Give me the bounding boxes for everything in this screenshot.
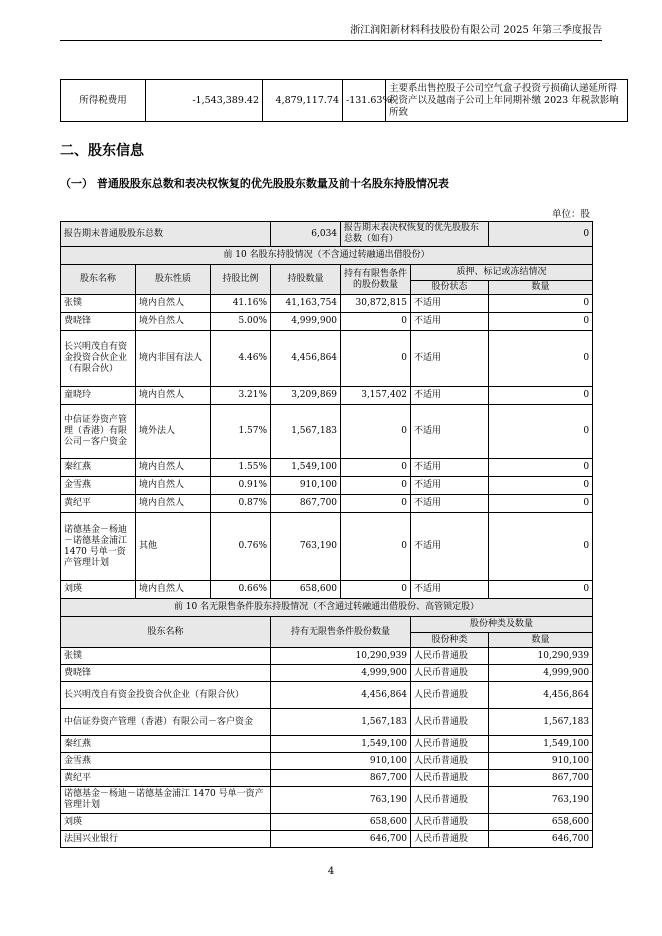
share-status: 不适用 — [411, 331, 489, 387]
unrestricted-qty: 10,290,939 — [271, 648, 411, 665]
shareholder-name: 长兴明茂自有资金投资合伙企业（有限合伙） — [61, 682, 271, 709]
shareholding-qty: 1,549,100 — [271, 459, 341, 477]
table-row — [61, 787, 593, 814]
pledge-count: 0 — [489, 459, 593, 477]
pledge-count: 0 — [489, 513, 593, 581]
table-row — [61, 313, 593, 331]
pledge-count: 0 — [489, 313, 593, 331]
share-kind: 人民币普通股 — [411, 736, 489, 753]
shareholder-type: 境内自然人 — [136, 459, 211, 477]
share-count: 10,290,939 — [489, 648, 593, 665]
header-pledge: 质押、标记或冻结情况 — [411, 265, 593, 281]
tax-reason: 主要系出售控股子公司空气盒子投资亏损确认递延所得税资产以及越南子公司上年同期补缴 2023 年税款影响所致 — [386, 80, 628, 122]
share-status: 不适用 — [411, 495, 489, 513]
shareholding-ratio: 41.16% — [211, 295, 271, 313]
share-kind: 人民币普通股 — [411, 682, 489, 709]
table-row — [61, 459, 593, 477]
shareholding-ratio: 0.66% — [211, 581, 271, 599]
unrestricted-qty: 1,567,183 — [271, 709, 411, 736]
top10-header-row — [61, 265, 593, 281]
shareholder-type: 境内自然人 — [136, 387, 211, 405]
shareholder-type: 境外自然人 — [136, 313, 211, 331]
section-title: 二、股东信息 — [60, 143, 144, 159]
share-count: 646,700 — [489, 831, 593, 848]
shareholder-name: 金雪燕 — [61, 477, 136, 495]
shareholder-type: 境外法人 — [136, 405, 211, 459]
shareholder-name: 刘瑛 — [61, 814, 271, 831]
header-name: 股东名称 — [61, 265, 136, 295]
pledge-count: 0 — [489, 477, 593, 495]
header-count: 数量 — [489, 633, 593, 648]
header-ratio: 持股比例 — [211, 265, 271, 295]
header-qty: 持股数量 — [271, 265, 341, 295]
unrestricted-qty: 658,600 — [271, 814, 411, 831]
shareholder-type: 境内自然人 — [136, 581, 211, 599]
share-count: 910,100 — [489, 753, 593, 770]
unrestricted-title-row — [61, 599, 593, 617]
top10-title: 前 10 名股东持股情况（不含通过转融通出借股份） — [61, 247, 593, 265]
shareholder-name: 秦红燕 — [61, 459, 136, 477]
shareholding-ratio: 4.46% — [211, 331, 271, 387]
table-row — [61, 682, 593, 709]
table-row — [61, 405, 593, 459]
shareholding-qty: 867,700 — [271, 495, 341, 513]
share-kind: 人民币普通股 — [411, 814, 489, 831]
shareholder-name: 费晓锋 — [61, 665, 271, 682]
share-kind: 人民币普通股 — [411, 770, 489, 787]
shareholder-type: 其他 — [136, 513, 211, 581]
header-name: 股东名称 — [61, 617, 271, 648]
shareholding-ratio: 0.87% — [211, 495, 271, 513]
tax-prior: 4,879,117.74 — [263, 80, 343, 122]
unrestricted-qty: 1,549,100 — [271, 736, 411, 753]
shareholder-type: 境内自然人 — [136, 477, 211, 495]
restricted-qty: 0 — [341, 313, 411, 331]
page-number: 4 — [327, 866, 335, 877]
shareholder-name: 张镤 — [61, 295, 136, 313]
shareholding-ratio: 0.76% — [211, 513, 271, 581]
summary-pref-label: 报告期末表决权恢复的优先股股东总数（如有） — [341, 222, 489, 247]
shareholding-qty: 910,100 — [271, 477, 341, 495]
table-row — [61, 495, 593, 513]
header-type: 股东性质 — [136, 265, 211, 295]
header-kind-group: 股份种类及数量 — [411, 617, 593, 633]
table-row — [61, 387, 593, 405]
shareholder-name: 刘瑛 — [61, 581, 136, 599]
restricted-qty: 30,872,815 — [341, 295, 411, 313]
shareholding-qty: 41,163,754 — [271, 295, 341, 313]
share-status: 不适用 — [411, 477, 489, 495]
unrestricted-qty: 910,100 — [271, 753, 411, 770]
shareholder-name: 童晓玲 — [61, 387, 136, 405]
header-restricted: 持有有限售条件的股份数量 — [341, 265, 411, 295]
unrestricted-qty: 763,190 — [271, 787, 411, 814]
summary-pref-value: 0 — [489, 222, 593, 247]
table-row — [61, 581, 593, 599]
share-count: 658,600 — [489, 814, 593, 831]
header-unrestricted-qty: 持有无限售条件股份数量 — [271, 617, 411, 648]
unrestricted-qty: 4,456,864 — [271, 682, 411, 709]
unrestricted-header-row — [61, 617, 593, 633]
pledge-count: 0 — [489, 387, 593, 405]
share-count: 867,700 — [489, 770, 593, 787]
table-row — [61, 736, 593, 753]
tax-change: -131.63% — [343, 80, 386, 122]
share-status: 不适用 — [411, 581, 489, 599]
table-row — [61, 665, 593, 682]
share-status: 不适用 — [411, 459, 489, 477]
shareholder-table — [60, 221, 593, 848]
restricted-qty: 0 — [341, 331, 411, 387]
shareholder-name: 金雪燕 — [61, 753, 271, 770]
share-count: 1,549,100 — [489, 736, 593, 753]
pledge-count: 0 — [489, 295, 593, 313]
shareholder-name: 中信证券资产管理（香港）有限公司－客户资金 — [61, 709, 271, 736]
shareholder-type: 境内自然人 — [136, 295, 211, 313]
shareholder-type: 境内自然人 — [136, 495, 211, 513]
table-row — [61, 709, 593, 736]
table-row — [61, 648, 593, 665]
shareholder-name: 费晓锋 — [61, 313, 136, 331]
restricted-qty: 0 — [341, 513, 411, 581]
header-kind: 股份种类 — [411, 633, 489, 648]
share-kind: 人民币普通股 — [411, 831, 489, 848]
restricted-qty: 0 — [341, 495, 411, 513]
share-status: 不适用 — [411, 513, 489, 581]
tax-current: -1,543,389.42 — [146, 80, 263, 122]
table-row — [61, 331, 593, 387]
pledge-count: 0 — [489, 405, 593, 459]
summary-common-label: 报告期末普通股股东总数 — [61, 222, 271, 247]
shareholding-qty: 658,600 — [271, 581, 341, 599]
shareholding-ratio: 1.57% — [211, 405, 271, 459]
shareholder-name: 诺德基金－杨迪－诺德基金浦江 1470 号单一资产管理计划 — [61, 787, 271, 814]
shareholder-name: 黄纪平 — [61, 495, 136, 513]
shareholder-type: 境内非国有法人 — [136, 331, 211, 387]
share-kind: 人民币普通股 — [411, 709, 489, 736]
share-kind: 人民币普通股 — [411, 753, 489, 770]
share-kind: 人民币普通股 — [411, 648, 489, 665]
restricted-qty: 0 — [341, 477, 411, 495]
restricted-qty: 0 — [341, 581, 411, 599]
summary-row — [61, 222, 593, 247]
summary-common-value: 6,034 — [271, 222, 341, 247]
pledge-count: 0 — [489, 331, 593, 387]
shareholding-ratio: 0.91% — [211, 477, 271, 495]
table-row — [61, 753, 593, 770]
share-kind: 人民币普通股 — [411, 665, 489, 682]
unrestricted-title: 前 10 名无限售条件股东持股情况（不含通过转融通出借股份、高管锁定股） — [61, 599, 593, 617]
share-count: 4,456,864 — [489, 682, 593, 709]
share-count: 763,190 — [489, 787, 593, 814]
shareholder-name: 诺德基金－杨迪－诺德基金浦江 1470 号单一资产管理计划 — [61, 513, 136, 581]
pledge-count: 0 — [489, 581, 593, 599]
restricted-qty: 0 — [341, 459, 411, 477]
shareholder-name: 长兴明茂自有资金投资合伙企业（有限合伙） — [61, 331, 136, 387]
unrestricted-qty: 646,700 — [271, 831, 411, 848]
income-tax-table — [60, 79, 628, 122]
shareholding-qty: 1,567,183 — [271, 405, 341, 459]
share-status: 不适用 — [411, 313, 489, 331]
shareholding-ratio: 1.55% — [211, 459, 271, 477]
unrestricted-qty: 4,999,900 — [271, 665, 411, 682]
page-header: 浙江润阳新材料科技股份有限公司 2025 年第三季度报告 — [60, 22, 602, 41]
restricted-qty: 0 — [341, 405, 411, 459]
shareholding-ratio: 3.21% — [211, 387, 271, 405]
shareholder-name: 张镤 — [61, 648, 271, 665]
table-row — [61, 80, 628, 122]
table-row — [61, 295, 593, 313]
table-row — [61, 831, 593, 848]
shareholding-qty: 4,999,900 — [271, 313, 341, 331]
unit-label: 单位：股 — [551, 209, 590, 220]
shareholder-name: 秦红燕 — [61, 736, 271, 753]
share-status: 不适用 — [411, 405, 489, 459]
table-row — [61, 814, 593, 831]
shareholding-qty: 3,209,869 — [271, 387, 341, 405]
header-status: 股份状态 — [411, 281, 489, 295]
tax-item: 所得税费用 — [61, 80, 146, 122]
top10-title-row — [61, 247, 593, 265]
pledge-count: 0 — [489, 495, 593, 513]
shareholding-qty: 4,456,864 — [271, 331, 341, 387]
share-count: 4,999,900 — [489, 665, 593, 682]
header-count: 数量 — [489, 281, 593, 295]
share-status: 不适用 — [411, 387, 489, 405]
share-status: 不适用 — [411, 295, 489, 313]
share-kind: 人民币普通股 — [411, 787, 489, 814]
section-subtitle: （一） 普通股股东总数和表决权恢复的优先股股东数量及前十名股东持股情况表 — [60, 177, 449, 190]
share-count: 1,567,183 — [489, 709, 593, 736]
shareholder-name: 黄纪平 — [61, 770, 271, 787]
table-row — [61, 513, 593, 581]
shareholding-qty: 763,190 — [271, 513, 341, 581]
table-row — [61, 477, 593, 495]
unrestricted-qty: 867,700 — [271, 770, 411, 787]
shareholder-name: 中信证券资产管理（香港）有限公司－客户资金 — [61, 405, 136, 459]
restricted-qty: 3,157,402 — [341, 387, 411, 405]
table-row — [61, 770, 593, 787]
shareholder-name: 法国兴业银行 — [61, 831, 271, 848]
shareholding-ratio: 5.00% — [211, 313, 271, 331]
